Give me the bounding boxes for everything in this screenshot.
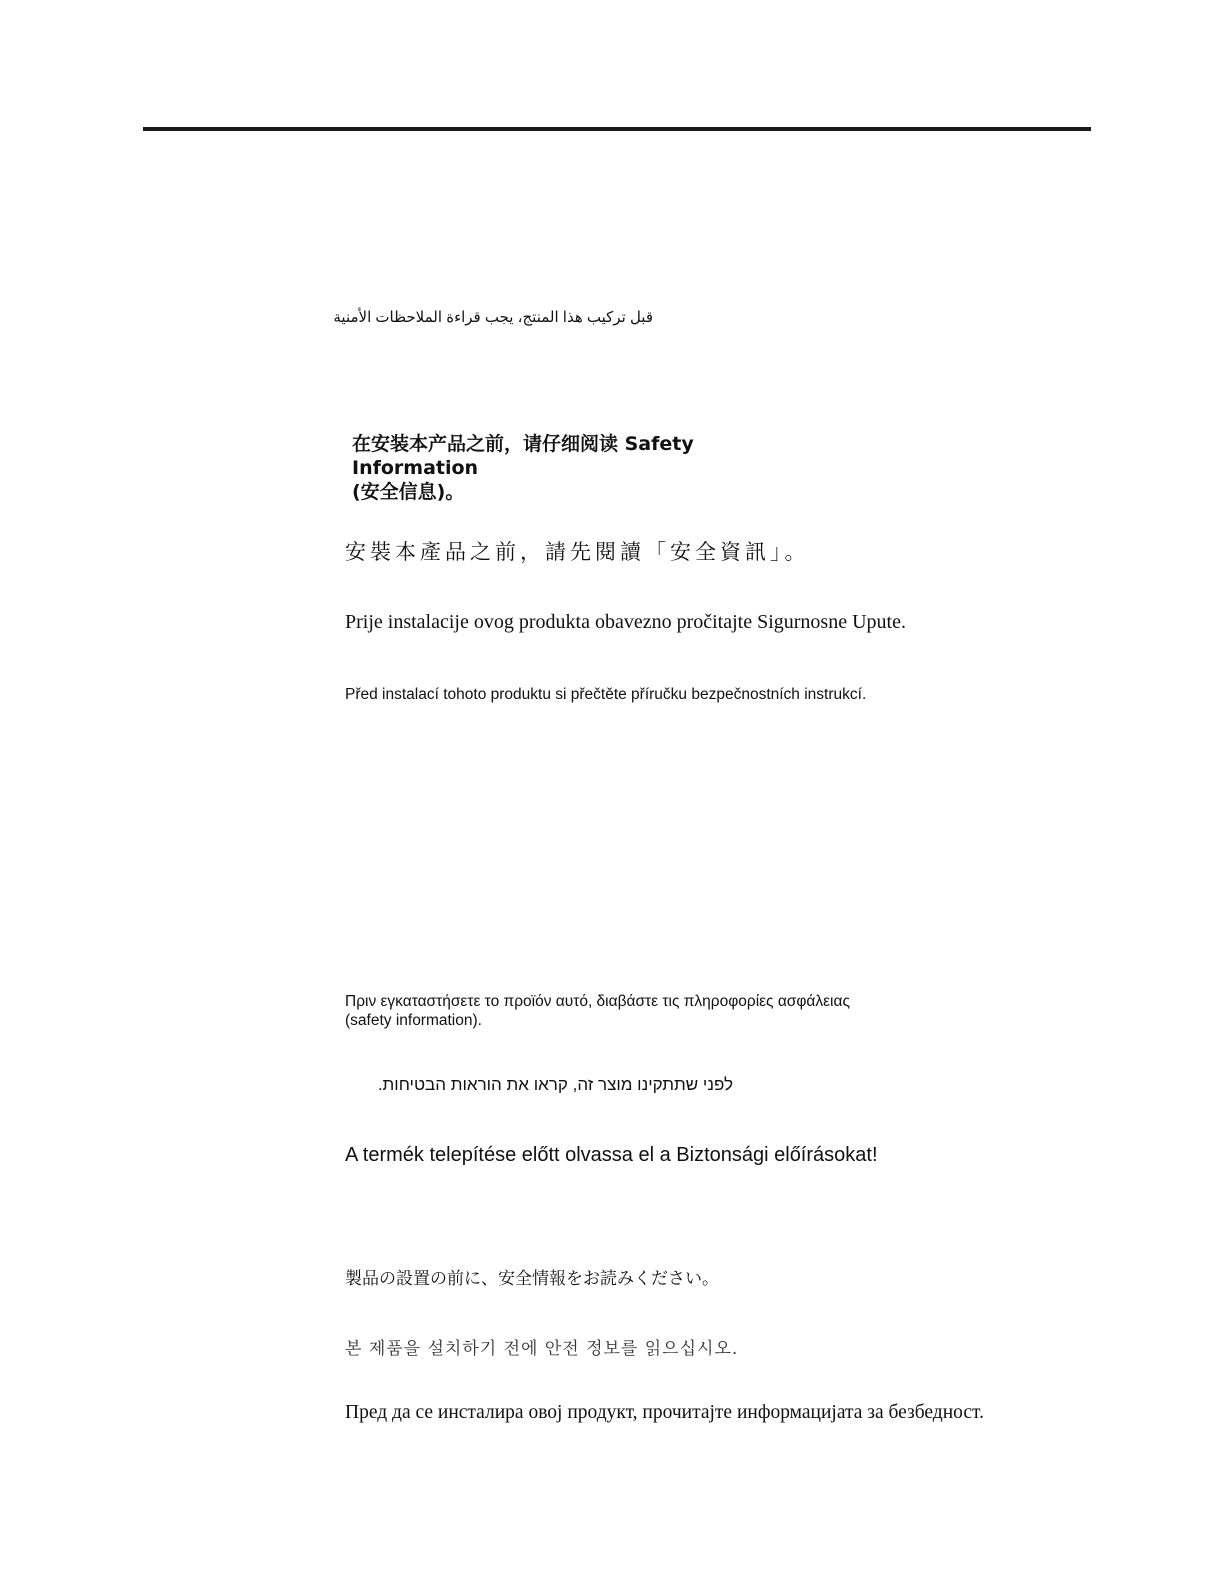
header-rule — [143, 127, 1091, 131]
notice-greek — [345, 992, 885, 1030]
notice-greek-line1: Πριν εγκαταστήσετε το προϊόν αυτό, διαβάστε τις πληροφορίες ασφάλειας — [345, 993, 850, 1010]
notice-croatian: Prije instalacije ovog produkta obavezno pročitajte Sigurnosne Upute. — [345, 611, 906, 633]
notice-czech: Před instalací tohoto produktu si přečtěte příručku bezpečnostních instrukcí. — [345, 686, 867, 703]
notice-greek-line2: (safety information). — [345, 1012, 482, 1029]
notice-hungarian: A termék telepítése előtt olvassa el a Biztonsági előírásokat! — [345, 1144, 878, 1166]
notice-hebrew: לפני שתתקינו מוצר זה, קראו את הוראות הבטיחות. — [377, 1075, 733, 1094]
notice-arabic: قبل تركيب هذا المنتج، يجب قراءة الملاحظات الأمنية — [333, 309, 653, 326]
notice-chinese-traditional: 安裝本產品之前，請先閱讀「安全資訊」。 — [345, 540, 810, 564]
notice-korean: 본 제품을 설치하기 전에 안전 정보를 읽으십시오. — [345, 1339, 739, 1359]
notice-chinese-simplified-line1: 在安装本产品之前，请仔细阅读 Safety Information — [352, 433, 694, 479]
notice-chinese-simplified — [352, 432, 822, 504]
notice-macedonian: Пред да се инсталира овој продукт, прочитајте информацијата за безбедност. — [345, 1402, 984, 1423]
notice-chinese-simplified-line2: (安全信息)。 — [352, 481, 465, 503]
notice-japanese: 製品の設置の前に、安全情報をお読みください。 — [345, 1269, 719, 1289]
